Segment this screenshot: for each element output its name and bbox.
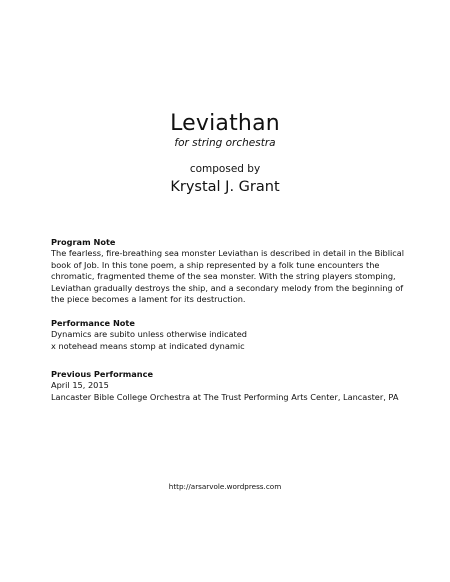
performance-date: April 15, 2015: [51, 380, 109, 391]
program-note-line: Leviathan gradually destroys the ship, and a secondary melody from the beginning of: [51, 282, 404, 293]
subtitle: for string orchestra: [174, 137, 276, 149]
previous-performance-section: [51, 369, 421, 403]
composed-by-label: composed by: [189, 163, 261, 175]
program-note-section: [51, 237, 421, 305]
performance-note-section: [51, 318, 421, 352]
program-note-line: the piece becomes a lament for its destruction.: [51, 294, 246, 305]
composer-name: Krystal J. Grant: [170, 179, 280, 195]
program-note-line: chromatic, fragmented theme of the sea monster. With the string players stomping,: [51, 271, 396, 282]
program-note-line: book of Job. In this tone poem, a ship represented by a folk tune encounters the: [51, 259, 380, 270]
previous-performance-heading: Previous Performance: [51, 369, 154, 379]
footer-url: http://arsarvole.wordpress.com: [168, 482, 282, 491]
performance-note-heading: Performance Note: [51, 318, 135, 328]
program-note-line: The fearless, fire-breathing sea monster Leviathan is described in detail in the Biblical: [51, 248, 405, 259]
performance-venue: Lancaster Bible College Orchestra at The Trust Performing Arts Center, Lancaster, PA: [51, 391, 399, 402]
performance-note-line: x notehead means stomp at indicated dynamic: [51, 340, 245, 351]
performance-note-line: Dynamics are subito unless otherwise indicated: [51, 329, 247, 340]
program-note-heading: Program Note: [51, 237, 116, 247]
title-block: [0, 111, 450, 196]
page-title: Leviathan: [170, 111, 280, 136]
